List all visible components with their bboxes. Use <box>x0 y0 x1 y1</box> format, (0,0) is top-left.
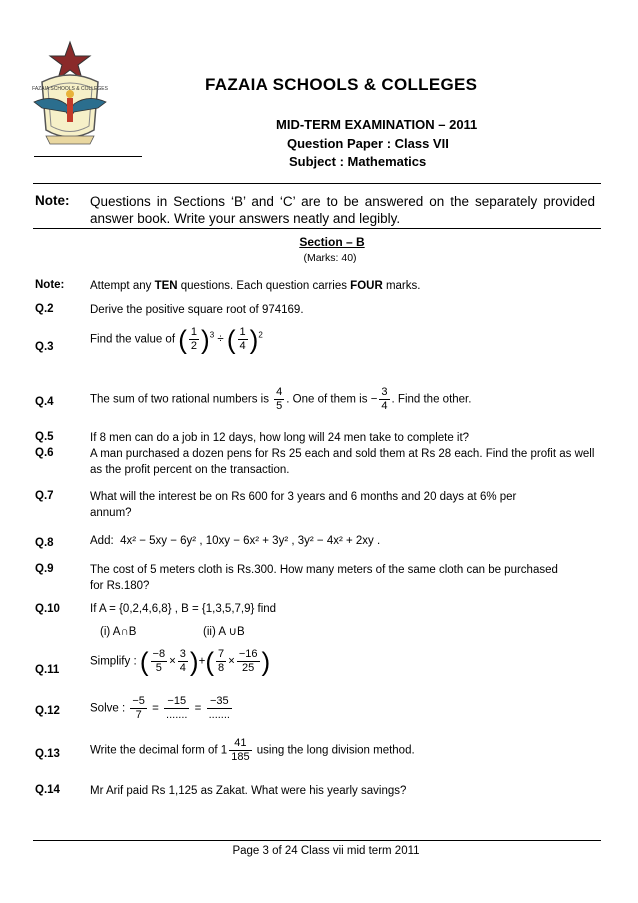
q4-label: Q.4 <box>35 396 54 408</box>
q7-text: What will the interest be on Rs 600 for 3 years and 6 months and 20 days at 6% per annum? <box>90 491 517 519</box>
q3-text: Find the value of ( $\frac{1}{2}$ )$^3$ ÷ ( $\frac{1}{4}$ )$^2$ <box>90 324 263 355</box>
q5-label: Q.5 <box>35 431 54 443</box>
q6-label: Q.6 <box>35 447 54 459</box>
logo-text: FAZAIA SCHOOLS & COLLEGES <box>32 86 108 92</box>
q14-label: Q.14 <box>35 784 60 796</box>
q9-label: Q.9 <box>35 563 54 575</box>
section-marks: (Marks: 40) <box>303 252 357 264</box>
q11-label: Q.11 <box>35 664 60 676</box>
q13-label: Q.13 <box>35 748 60 760</box>
q12-text: Solve : $\frac{-5}{7}$ = $\frac{-15}{.......}$ = $\frac{-35}{.......}$ <box>90 695 230 721</box>
q4-text: The sum of two rational numbers is $\frac{4}{5}$ . One of them is − $\frac{3}{4}$ . Find the other. <box>90 386 472 412</box>
q12-label: Q.12 <box>35 705 60 717</box>
q13-text: Write the decimal form of 1 $\frac{41}{185}$ using the long division method. <box>90 737 415 763</box>
note-text: Questions in Sections ‘B’ and ‘C’ are to be answered on the separately provided answer book. Write your answers neatly and legibly. <box>90 194 595 226</box>
q10-part-i: (i) A∩B <box>100 626 137 638</box>
note-label: Note: <box>35 193 70 208</box>
q9-text: The cost of 5 meters cloth is Rs.300. How many meters of the same cloth can be purchased for Rs.180? <box>90 564 558 592</box>
school-name: FAZAIA SCHOOLS & COLLEGES <box>205 75 478 94</box>
q10-text: If A = {0,2,4,6,8} , B = {1,3,5,7,9} find <box>90 603 277 615</box>
footer-divider <box>33 840 601 841</box>
q2-label: Q.2 <box>35 303 54 315</box>
q8-label: Q.8 <box>35 537 54 549</box>
logo-underline <box>34 156 142 157</box>
subject-line: Subject : Mathematics <box>289 154 427 169</box>
q2-text: Derive the positive square root of 974169. <box>90 304 304 316</box>
page-footer: Page 3 of 24 Class vii mid term 2011 <box>232 845 420 857</box>
q14-text: Mr Arif paid Rs 1,125 as Zakat. What were his yearly savings? <box>90 785 407 797</box>
q7-label: Q.7 <box>35 490 54 502</box>
school-logo <box>28 38 112 150</box>
class-line: Question Paper : Class VII <box>287 136 449 151</box>
instructions-text: Attempt any TEN questions. Each question carries FOUR marks. <box>90 280 421 292</box>
q6-text: A man purchased a dozen pens for Rs 25 each and sold them at Rs 28 each. Find the profit as well as the profit percent on the transaction. <box>90 448 595 476</box>
q10-label: Q.10 <box>35 603 60 615</box>
q8-text: Add: 4x² − 5xy − 6y² , 10xy − 6x² + 3y² , 3y² − 4x² + 2xy . <box>90 535 381 547</box>
q11-text: Simplify : ( $\frac{-8}{5}$ × $\frac{3}{4}$ )+( $\frac{7}{8}$ × $\frac{-16}{25}$ ) <box>90 646 271 677</box>
q10-part-ii: (ii) A ∪B <box>203 626 245 638</box>
q3-label: Q.3 <box>35 341 54 353</box>
exam-title: MID-TERM EXAMINATION – 2011 <box>276 117 478 132</box>
divider-top <box>33 183 601 184</box>
q5-text: If 8 men can do a job in 12 days, how long will 24 men take to complete it? <box>90 432 470 444</box>
divider-note <box>33 228 601 229</box>
instructions-label: Note: <box>35 279 65 291</box>
section-title: Section – B <box>299 235 365 249</box>
